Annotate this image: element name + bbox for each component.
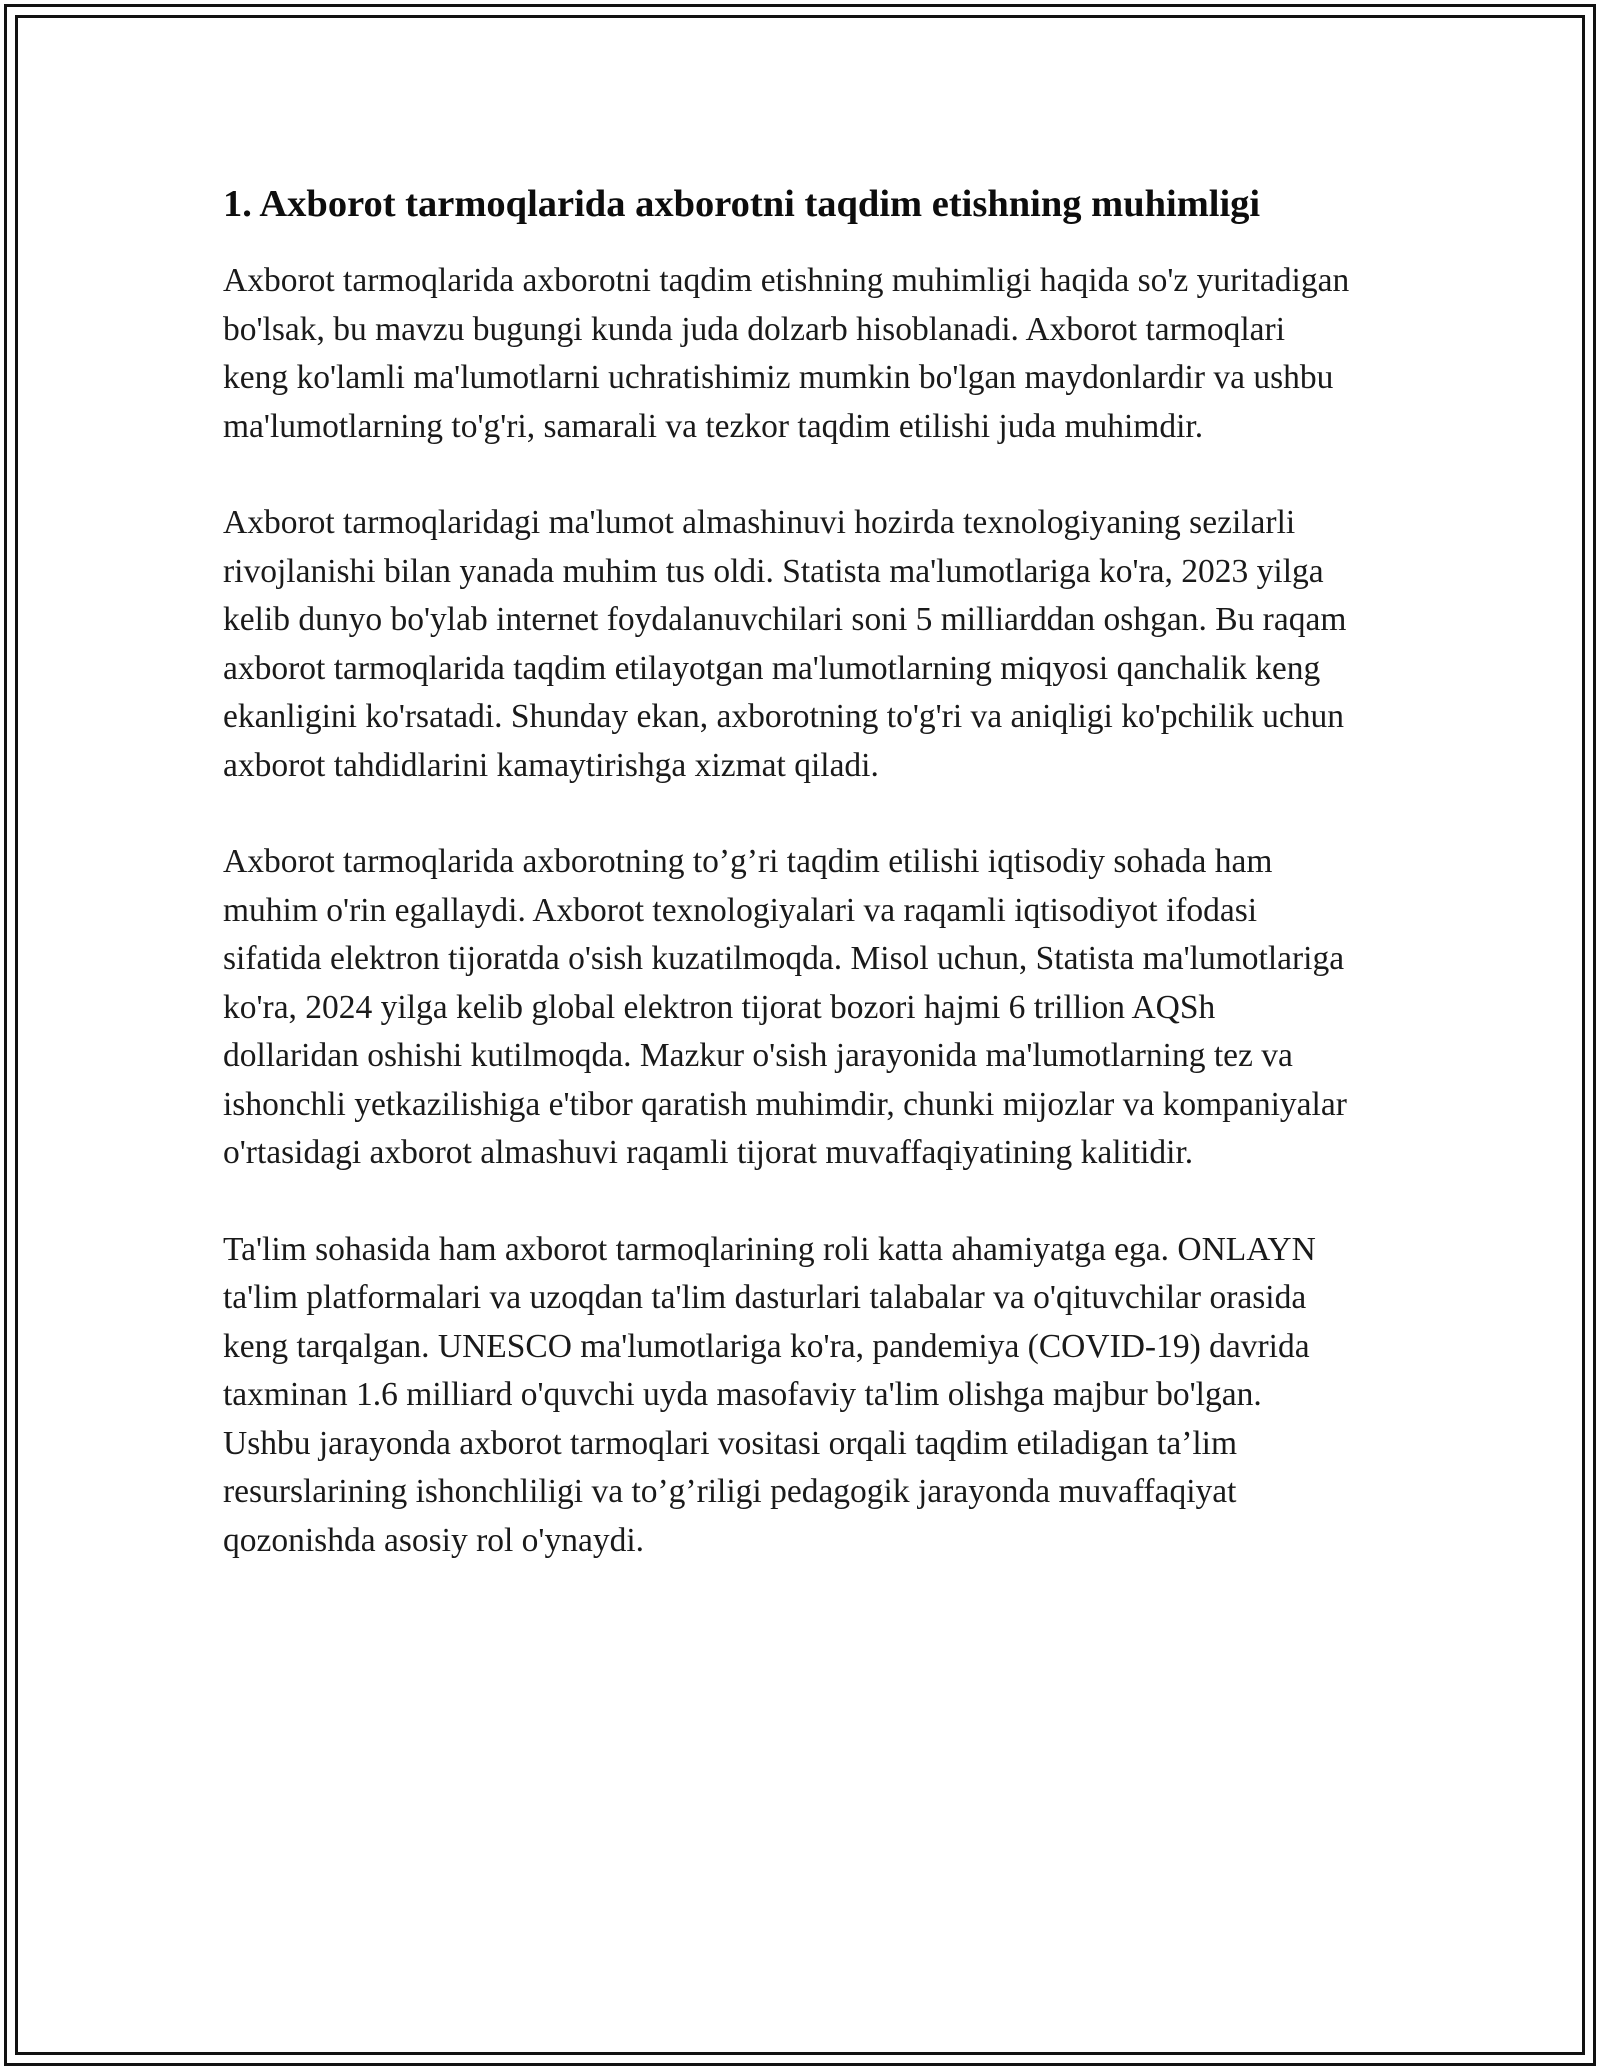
- section-heading: 1. Axborot tarmoqlarida axborotni taqdim etishning muhimligi: [223, 183, 1261, 225]
- paragraph-importance: Axborot tarmoqlarida axborotni taqdim etishning muhimligi haqida so'z yuritadigan bo'lsak, bu mavzu bugungi kunda juda dolzarb hisoblanadi. Axborot tarmoqlari keng ko'lamli ma'lumotlarni uchratishimiz mumkin bo'lgan maydonlardir va ushbu ma'lumotlarning to'g'ri, samarali va tezkor taqdim etilishi juda muhimdir.: [223, 262, 1350, 445]
- paragraph-education: Ta'lim sohasida ham axborot tarmoqlarining roli katta ahamiyatga ega. ONLAYN ta'lim platformalari va uzoqdan ta'lim dasturlari talabalar va o'qituvchilar orasida keng tarqalgan. UNESCO ma'lumotlariga ko'ra, pandemiya (COVID-19) davrida taxminan 1.6 milliard o'quvchi uyda masofaviy ta'lim olishga majbur bo'lgan. Ushbu jarayonda axborot tarmoqlari vositasi orqali taqdim etiladigan ta’lim resurslarining ishonchliligi va to’g’riligi pedagogik jarayonda muvaffaqiyat qozonishda asosiy rol o'ynaydi.: [223, 1230, 1316, 1559]
- document-body: [223, 176, 1353, 1613]
- paragraph-data-exchange: Axborot tarmoqlaridagi ma'lumot almashinuvi hozirda texnologiyaning sezilarli rivojlanishi bilan yanada muhim tus oldi. Statista ma'lumotlariga ko'ra, 2023 yilga kelib dunyo bo'ylab internet foydalanuvchilari soni 5 milliarddan oshgan. Bu raqam axborot tarmoqlarida taqdim etilayotgan ma'lumotlarning miqyosi qanchalik keng ekanligini ko'rsatadi. Shunday ekan, axborotning to'g'ri va aniqligi ko'pchilik uchun axborot tahdidlarini kamaytirishga xizmat qiladi.: [223, 504, 1347, 784]
- paragraph-economy: Axborot tarmoqlarida axborotning to’g’ri taqdim etilishi iqtisodiy sohada ham muhim o'rin egallaydi. Axborot texnologiyalari va raqamli iqtisodiyot ifodasi sifatida elektron tijoratda o'sish kuzatilmoqda. Misol uchun, Statista ma'lumotlariga ko'ra, 2024 yilga kelib global elektron tijorat bozori hajmi 6 trillion AQSh dollaridan oshishi kutilmoqda. Mazkur o'sish jarayonida ma'lumotlarning tez va ishonchli yetkazilishiga e'tibor qaratish muhimdir, chunki mijozlar va kompaniyalar o'rtasidagi axborot almashuvi raqamli tijorat muvaffaqiyatining kalitidir.: [223, 843, 1347, 1171]
